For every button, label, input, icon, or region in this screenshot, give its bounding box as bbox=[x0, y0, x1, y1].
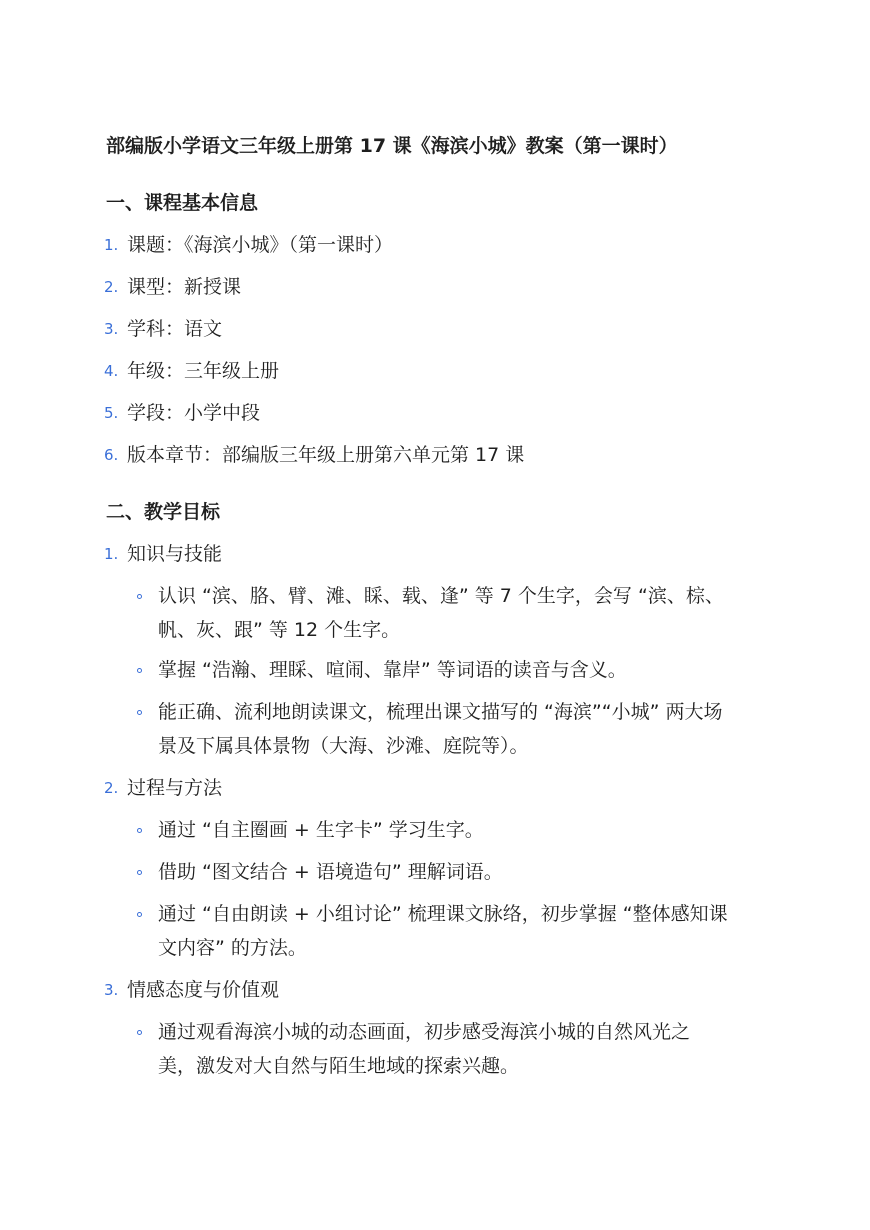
bullet-line: 帆、灰、跟” 等 12 个生字。 bbox=[158, 619, 401, 641]
document-title: 部编版小学语文三年级上册第 17 课《海滨小城》教案（第一课时） bbox=[106, 135, 678, 157]
bullet-line: 通过 “自主圈画 + 生字卡” 学习生字。 bbox=[158, 819, 484, 841]
list-number: 1. bbox=[104, 545, 119, 563]
bullet-circle-icon bbox=[137, 594, 142, 599]
bullet-circle-icon bbox=[137, 828, 142, 833]
bullet-circle-icon bbox=[137, 668, 142, 673]
bullet-line: 文内容” 的方法。 bbox=[158, 937, 307, 959]
list-number: 5. bbox=[104, 404, 119, 422]
list-item-text: 年级：三年级上册 bbox=[127, 360, 280, 382]
bullet-line: 能正确、流利地朗读课文，梳理出课文描写的 “海滨”“小城” 两大场 bbox=[158, 701, 723, 723]
bullet-circle-icon bbox=[137, 1030, 142, 1035]
list-number: 3. bbox=[104, 320, 119, 338]
list-item-text: 课题：《海滨小城》（第一课时） bbox=[127, 234, 394, 256]
bullet-line: 美，激发对大自然与陌生地域的探索兴趣。 bbox=[158, 1055, 520, 1077]
list-number: 2. bbox=[104, 278, 119, 296]
list-number: 3. bbox=[104, 981, 119, 999]
bullet-line: 景及下属具体景物（大海、沙滩、庭院等）。 bbox=[158, 735, 529, 757]
list-number: 4. bbox=[104, 362, 119, 380]
section-heading-basic-info: 一、课程基本信息 bbox=[106, 192, 259, 214]
list-number: 1. bbox=[104, 236, 119, 254]
bullet-line: 掌握 “浩瀚、理睬、喧闹、靠岸” 等词语的读音与含义。 bbox=[158, 659, 627, 681]
bullet-line: 通过观看海滨小城的动态画面，初步感受海滨小城的自然风光之 bbox=[158, 1021, 691, 1043]
section-heading-objectives: 二、教学目标 bbox=[106, 501, 221, 523]
list-item-text: 过程与方法 bbox=[127, 777, 223, 799]
bullet-line: 认识 “滨、胳、臂、滩、睬、载、逢” 等 7 个生字，会写 “滨、棕、 bbox=[158, 585, 724, 607]
list-item-text: 课型：新授课 bbox=[127, 276, 242, 298]
bullet-line: 借助 “图文结合 + 语境造句” 理解词语。 bbox=[158, 861, 503, 883]
bullet-circle-icon bbox=[137, 912, 142, 917]
list-item-text: 版本章节：部编版三年级上册第六单元第 17 课 bbox=[127, 444, 525, 466]
list-item-text: 情感态度与价值观 bbox=[127, 979, 280, 1001]
list-item-text: 学科：语文 bbox=[127, 318, 223, 340]
list-number: 2. bbox=[104, 779, 119, 797]
bullet-line: 通过 “自由朗读 + 小组讨论” 梳理课文脉络，初步掌握 “整体感知课 bbox=[158, 903, 728, 925]
list-item-text: 学段：小学中段 bbox=[127, 402, 261, 424]
list-item-text: 知识与技能 bbox=[127, 543, 223, 565]
list-number: 6. bbox=[104, 446, 119, 464]
bullet-circle-icon bbox=[137, 870, 142, 875]
bullet-circle-icon bbox=[137, 710, 142, 715]
